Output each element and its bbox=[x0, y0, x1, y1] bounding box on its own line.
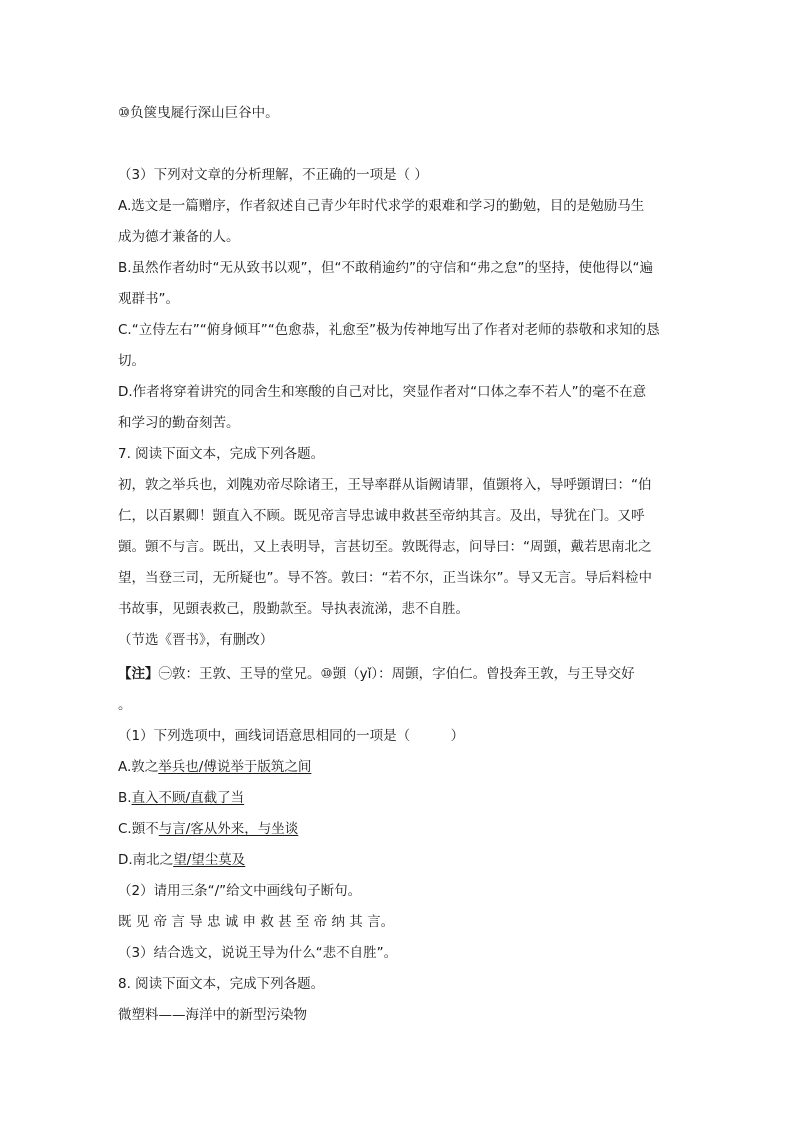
choice-d-underlined: 望/望尘莫及 bbox=[173, 852, 246, 868]
option-c-line-1: C.“立侍左右”“俯身倾耳”“色愈恭，礼愈至”极为传神地写出了作者对老师的恭敬和求知的恳 bbox=[118, 322, 660, 338]
choice-a-underlined: 举兵也/傅说举于版筑之间 bbox=[158, 759, 312, 775]
choice-b-underlined: 直入不顾/直截了当 bbox=[131, 790, 245, 806]
option-d-line-2: 和学习的勤奋刻苦。 bbox=[118, 415, 240, 431]
option-d-line-1: D.作者将穿着讲究的同舍生和寒酸的自己对比，突显作者对“口体之奉不若人”的毫不在意 bbox=[118, 384, 647, 400]
choice-b bbox=[118, 788, 678, 808]
question-8-heading: 8. 阅读下面文本，完成下列各题。 bbox=[118, 976, 325, 992]
option-b-line-1: B.虽然作者幼时“无从致书以观”，但“不敢稍逾约”的守信和“弗之怠”的坚持，使他得以“遍 bbox=[118, 260, 654, 276]
passage-line-5: 书故事，见顗表救己，殷勤款至。导执表流涕，悲不自胜。 bbox=[118, 601, 469, 617]
passage-source: （节选《晋书》，有删改） bbox=[118, 632, 274, 648]
article-title: 微塑料——海洋中的新型污染物 bbox=[118, 1007, 307, 1023]
choice-a-prefix: A.敦之 bbox=[118, 759, 159, 775]
passage-line-1: 初，敦之举兵也，刘隗劝帝尽除诸王，王导率群从诣阙请罪，值顗将入，导呼顗谓曰：“伯 bbox=[118, 477, 652, 493]
annotation-line: ⑩负箧曳屣行深山巨谷中。 bbox=[118, 105, 279, 121]
choice-c bbox=[118, 819, 678, 839]
choice-a bbox=[118, 757, 678, 777]
note-line-end: 。 bbox=[118, 697, 132, 713]
question-7-1-stem: （1）下列选项中，画线词语意思相同的一项是（ ） bbox=[118, 728, 465, 744]
choice-d-prefix: D.南北之 bbox=[118, 852, 174, 868]
question-7-2-sentence: 既 见 帝 言 导 忠 诚 申 救 甚 至 帝 纳 其 言。 bbox=[118, 914, 395, 930]
choice-c-underlined: 与言/客从外来，与坐谈 bbox=[158, 821, 299, 837]
question-7-2-stem: （2）请用三条“/”给文中画线句子断句。 bbox=[118, 883, 362, 899]
option-b-line-2: 观群书”。 bbox=[118, 291, 179, 307]
passage-line-2: 仁，以百累卿！顗直入不顾。既见帝言导忠诚申救甚至帝纳其言。及出，导犹在门。又呼 bbox=[118, 508, 645, 524]
passage-line-4: 望，当登三司，无所疑也”。导不答。敦曰：“若不尔，正当诛尔”。导又无言。导后料检中 bbox=[118, 570, 652, 586]
choice-c-prefix: C.顗不 bbox=[118, 821, 159, 837]
choice-b-prefix: B. bbox=[118, 790, 132, 806]
question-7-3-stem: （3）结合选文，说说王导为什么“悲不自胜”。 bbox=[118, 945, 398, 961]
passage-line-3: 顗。顗不与言。既出，又上表明导，言甚切至。敦既得志，问导曰：“周顗，戴若思南北之 bbox=[118, 539, 652, 555]
note-text: ㊀敦：王敦、王导的堂兄。⑩顗（yǐ）：周顗，字伯仁。曾投奔王敦，与王导交好 bbox=[158, 666, 635, 682]
note-tag: 【注】 bbox=[118, 666, 159, 682]
question-7-heading: 7. 阅读下面文本，完成下列各题。 bbox=[118, 446, 325, 462]
option-a-line-2: 成为德才兼备的人。 bbox=[118, 229, 240, 245]
question-3-stem: （3）下列对文章的分析理解，不正确的一项是（ ） bbox=[118, 167, 428, 183]
choice-d bbox=[118, 850, 678, 870]
option-a-line-1: A.选文是一篇赠序，作者叙述自己青少年时代求学的艰难和学习的勤勉，目的是勉励马生 bbox=[118, 198, 645, 214]
option-c-line-2: 切。 bbox=[118, 353, 145, 369]
note-line bbox=[118, 664, 678, 684]
